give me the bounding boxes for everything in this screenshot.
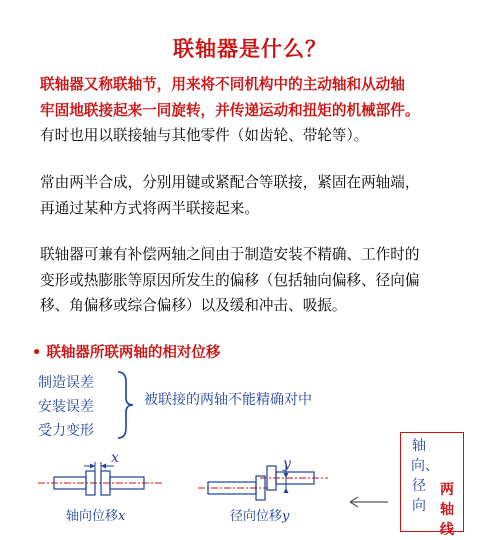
compensation-paragraph (40, 242, 480, 319)
intro-paragraph (40, 72, 480, 149)
axial-caption (66, 505, 125, 524)
structure-line-1: 常由两半合成，分别用键或紧配合等联接，紧固在两轴端， (40, 174, 420, 191)
intro-line-2: 牢固地联接起来一同旋转，并传递运动和扭矩的机械部件。 (40, 101, 420, 119)
cause-item: 安装误差 (38, 399, 94, 415)
section-heading: • 联轴器所联两轴的相对位移 (32, 345, 221, 361)
axial-variable-label: x (111, 450, 119, 466)
axial-displacement-diagram (38, 452, 163, 502)
intro-line-1: 联轴器又称联轴节，用来将不同机构中的主动轴和从动轴 (40, 76, 405, 93)
structure-line-2: 再通过某种方式将两半联接起来。 (40, 199, 259, 217)
box-blue-text: 轴向、径向 (411, 438, 439, 514)
axial-caption-text: 轴向位移 (66, 509, 119, 524)
compensation-line-1: 联轴器可兼有补偿两轴之间由于制造安装不精确、工作时的 (40, 246, 420, 263)
radial-variable-label: y (283, 456, 291, 472)
misalignment-result: 被联接的两轴不能精确对中 (144, 392, 312, 408)
left-arrow-icon (346, 494, 390, 510)
cause-item: 制造误差 (38, 375, 94, 391)
cause-item: 受力变形 (38, 423, 94, 439)
cause-list (38, 371, 94, 443)
radial-displacement-diagram (198, 452, 328, 502)
curly-brace-icon (114, 370, 138, 440)
radial-caption (230, 505, 289, 524)
page-title: 联轴器是什么？ (173, 37, 327, 61)
structure-paragraph (40, 170, 480, 221)
box-red-text: 两轴线 (440, 482, 454, 538)
radial-caption-text: 径向位移 (230, 509, 283, 524)
intro-line-3: 有时也用以联接轴与其他零件（如齿轮、带轮等）。 (40, 127, 369, 144)
radial-caption-var: y (282, 509, 290, 524)
compensation-line-3: 移、角偏移或综合偏移）以及缓和冲击、吸振。 (40, 297, 347, 314)
compensation-line-2: 变形或热膨胀等原因所发生的偏移（包括轴向偏移、径向偏 (40, 271, 420, 289)
axial-caption-var: x (118, 509, 126, 524)
